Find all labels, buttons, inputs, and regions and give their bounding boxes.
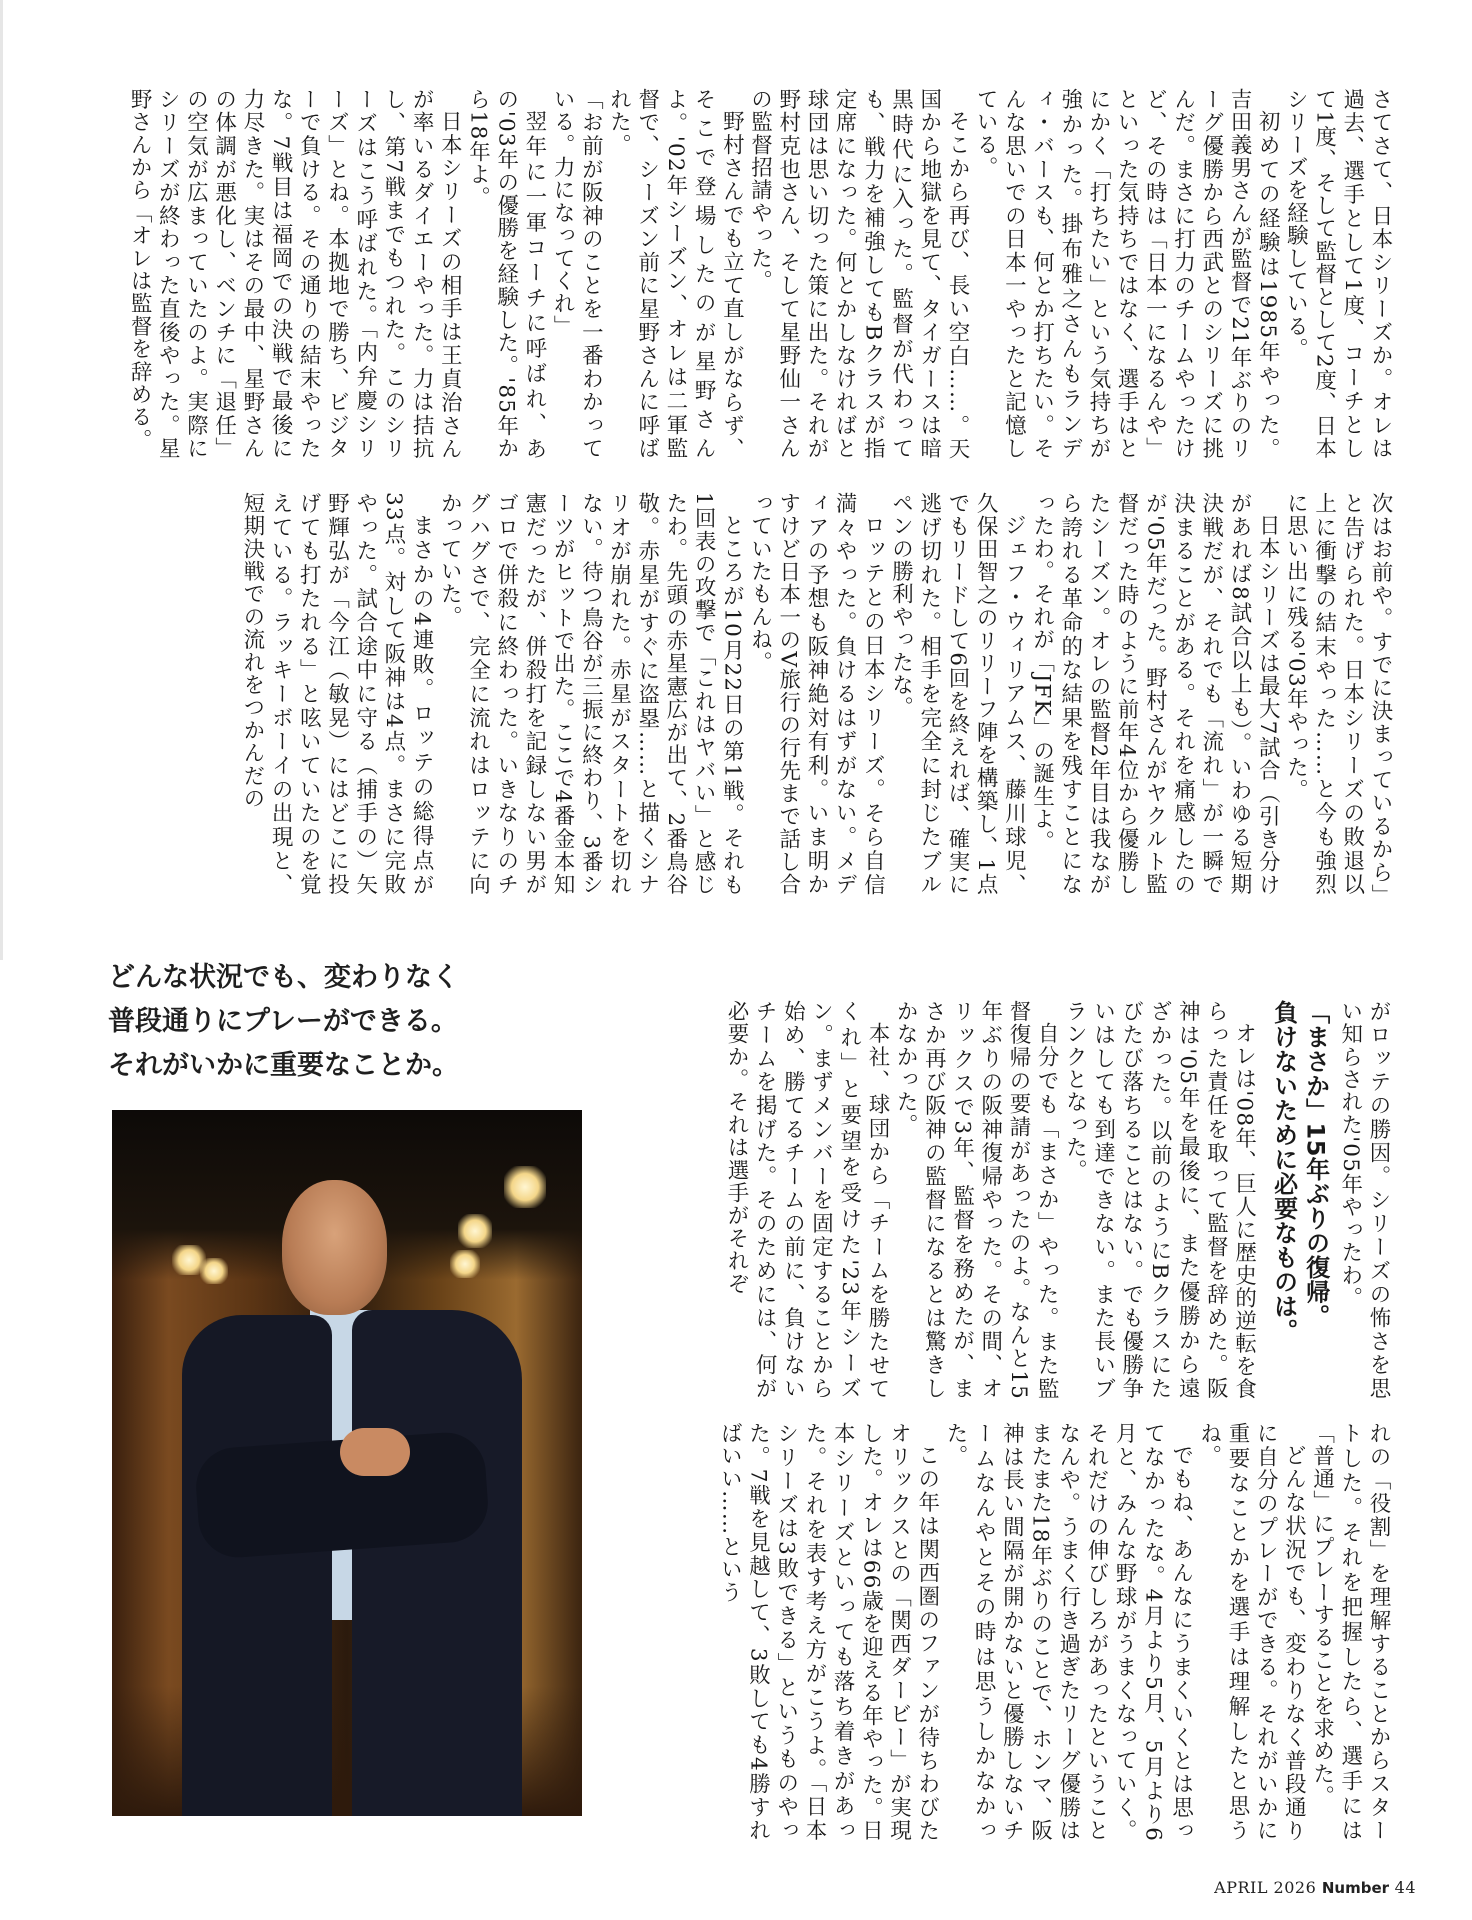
photo-lamp (450, 1250, 480, 1278)
photo-lamp (458, 1214, 492, 1248)
paragraph: どんな状況でも、変わりなく普段通りに自分のプレーができる。それがいかに重要なことかを選手は理解したと思うね。 (1196, 1422, 1307, 1842)
article-body-top-tier-1 (104, 88, 1394, 460)
paragraph: 翌年に一軍コーチに呼ばれ、あの'03年の優勝を経験した。'85年から18年よ。 (465, 88, 547, 460)
paragraph: ところが10月22日の第1戦。それも1回表の攻撃で「これはヤバい」と感じたわ。先頭の赤星憲広が出て、2番鳥谷敬。赤星がすぐに盗塁……と描くシナリオが崩れた。赤星がスタートを切れない。待つ鳥谷が三振に終わり、3番シーツがヒットで出た。ここで4番金本知憲だったが、併殺打を記録しない男がゴロで併殺に終わった。いきなりのチグハグさで、完全に流れはロッテに向かっていた。 (437, 492, 745, 896)
page-edge-shadow (0, 0, 3, 960)
quote-paragraph: 「お前が阪神のことを一番わかっている。力になってくれ」 (550, 88, 604, 460)
page-number: 44 (1394, 1878, 1416, 1897)
paragraph: 次はお前や。すでに決まっているから」と告げられた。日本シリーズの敗退以上に衝撃の結末やった……と今も強烈に思い出に残る'03年やった。 (1283, 492, 1393, 896)
pull-quote-line: それがいかに重要なことか。 (108, 1050, 459, 1081)
photo-jacket-left (182, 1315, 332, 1816)
photo-head (282, 1180, 387, 1315)
issue-month: APRIL 2026 (1214, 1878, 1317, 1897)
paragraph: 野村さんでも立て直しがならず、そこで登場したのが星野さんよ。'02年シーズン、オレは二軍監督で、シーズン前に星野さんに呼ばれた。 (606, 88, 745, 460)
paragraph: ロッテとの日本シリーズ。そら自信満々やった。負けるはずがない。メディアの予想も阪神絶対有利。いま明かすけど日本一のV旅行の行先まで話し合っていたもんね。 (747, 492, 886, 896)
paragraph: がロッテの勝因。シリーズの怖さを思い知らされた'05年やったわ。 (1337, 1000, 1391, 1400)
paragraph: オレは'08年、巨人に歴史的逆転を食らった責任を取って監督を辞めた。阪神は'05年を最後に、また優勝から遠ざかった。以前のようにBクラスにたびたび落ちることはない。でも優勝争いはしても到達できない。また長いブランクとなった。 (1062, 1000, 1257, 1400)
paragraph: でもね、あんなにうまくいくとは思ってなかったな。4月より5月、5月より6月と、みんな野球がうまくなっていく。それだけの伸びしろがあったということなんや。うまく行き過ぎたリーグ優勝はまたまた18年ぶりのことで、ホンマ、阪神は長い間隔が開かないと優勝しないチームなんやとその時は思うしかなかった。 (942, 1422, 1194, 1842)
article-body-right-tier-b (672, 1422, 1392, 1842)
photo-lamp (504, 1166, 546, 1208)
paragraph: れの「役割」を理解することからスタートした。それを把握したら、選手には「普通」にプレーすることを求めた。 (1309, 1422, 1391, 1842)
paragraph: 自分でも「まさか」やった。また監督復帰の要請があったのよ。なんと15年ぶりの阪神復帰やった。その間、オリックスで3年、監督を務めたが、まさか再び阪神の監督になるとは驚きしかなかった。 (893, 1000, 1060, 1400)
photo-jacket-right (352, 1310, 522, 1816)
magazine-name: Number (1321, 1879, 1390, 1897)
paragraph: さてさて、日本シリーズか。オレは過去、選手として1度、コーチとして1度、そして監督として2度、日本シリーズを経験している。 (1283, 88, 1393, 460)
paragraph: まさかの4連敗。ロッテの総得点が33点。対して阪神は4点。まさに完敗やった。試合途中に守る（捕手の）矢野輝弘が「今江（敏晃）にはどこに投げても打たれる」と呟いていたのを覚えている。ラッキーボーイの出現と、短期決戦での流れをつかんだの (239, 492, 435, 896)
page-footer (1214, 1878, 1416, 1897)
paragraph: 本社、球団から「チームを勝たせてくれ」と要望を受けた'23年シーズン。まずメンバーを固定することから始め、勝てるチームの前に、負けないチームを掲げた。そのためには、何が必要か。それは選手がそれぞ (723, 1000, 890, 1400)
photo-hand (340, 1428, 410, 1476)
article-body-top-tier-2 (104, 492, 1394, 896)
article-body-right-tier-a (672, 1000, 1392, 1400)
pull-quote-line: 普段通りにプレーができる。 (108, 1006, 458, 1037)
paragraph: ジェフ・ウィリアムス、藤川球児、久保田智之のリリーフ陣を構築し、1点でもリードして6回を終えれば、確実に逃げ切れた。相手を完全に封じたブルペンの勝利やったな。 (888, 492, 1027, 896)
paragraph: そこから再び、長い空白……。天国から地獄を見て、タイガースは暗黒時代に入った。監督が代わっても、戦力を補強してもBクラスが指定席になった。何とかしなければと球団は思い切った策に出た。それが野村克也さん、そして星野仙一さんの監督招請やった。 (747, 88, 970, 460)
section-heading-line: 負けないために必要なものは。 (1269, 1000, 1298, 1343)
photo-lamp (200, 1258, 228, 1284)
paragraph: 日本シリーズは最大7試合（引き分けがあれば8試合以上も）。いわゆる短期決戦だが、それでも「流れ」が一瞬で決まることがある。それを痛感したのが'05年だった。野村さんがヤクルト監督だった時のように前年4位から優勝したシーズン。オレの監督2年目は我ながら誇れる革命的な結果を残すことになったわ。それが「JFK」の誕生よ。 (1029, 492, 1281, 896)
pull-quote (108, 956, 459, 1088)
pull-quote-line: どんな状況でも、変わりなく (108, 962, 459, 993)
paragraph: 日本シリーズの相手は王貞治さんが率いるダイエーやった。力は拮抗し、第7戦までもつれた。このシリーズはこう呼ばれた。「内弁慶シリーズ」とね。本拠地で勝ち、ビジターで負ける。その通りの結末やったな。7戦目は福岡での決戦で最後に力尽きた。実はその最中、星野さんの体調が悪化し、ベンチに「退任」の空気が広まっていたのよ。実際にシリーズが終わった直後やった。星野さんから「オレは監督を辞める。 (127, 88, 463, 460)
portrait-photo (112, 1110, 582, 1816)
section-heading (1268, 1000, 1332, 1400)
paragraph: この年は関西圏のファンが待ちわびたオリックスとの「関西ダービー」が実現した。オレは66歳を迎える年やった。日本シリーズといっても落ち着きがあった。それを表す考え方がこうよ。「日本シリーズは3敗できる」というものやった。7戦を見越して、3敗しても4勝すればいい……という (717, 1422, 940, 1842)
section-heading-line: 「まさか」15年ぶりの復帰。 (1301, 1000, 1330, 1329)
paragraph: 初めての経験は1985年やった。吉田義男さんが監督で21年ぶりのリーグ優勝から西武とのシリーズに挑んだ。まさに打力のチームやったけど、その時は「日本一になるんや」といった気持ちではなく、選手はとにかく「打ちたい」という気持ちが強かった。掛布雅之さんもランディ・バースも、何とか打ちたい。そんな思いでの日本一やったと記憶している。 (973, 88, 1281, 460)
